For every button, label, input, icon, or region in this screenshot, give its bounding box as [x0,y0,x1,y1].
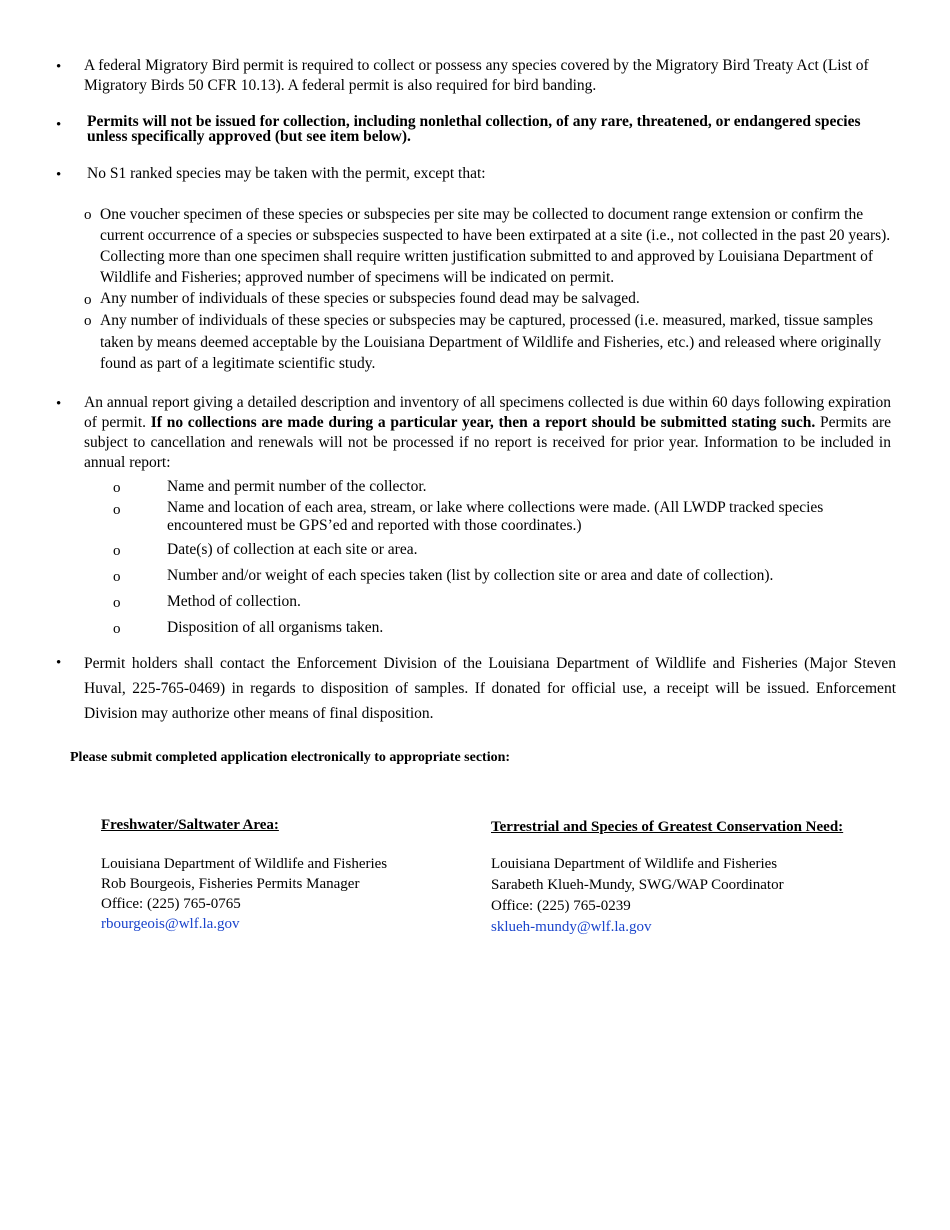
report-item: Method of collection. [167,593,301,610]
freshwater-heading: Freshwater/Saltwater Area: [101,817,279,833]
annual-report-text: An annual report giving a detailed description and inventory of all specimens collected is due within 60 days following expiration of permit. [84,394,891,431]
freshwater-office: Office: (225) 765-0765 [101,896,241,912]
sub-bullet-marker: o [113,543,121,559]
report-item: Number and/or weight of each species taken (list by collection site or area and date of collection). [167,567,774,584]
sub-bullet-marker: o [113,595,121,611]
report-item: Name and permit number of the collector. [167,478,427,495]
enforcement-paragraph: Permit holders shall contact the Enforcement Division of the Louisiana Department of Wildlife and Fisheries (Major Steven Huval, 225-765-0469) in regards to disposition of samples. If donated for official use, a receipt will be issued. Enforcement Division may authorize other means of final disposition. [84,655,896,722]
terrestrial-heading: Terrestrial and Species of Greatest Conservation Need: [491,819,844,835]
bullet-marker: • [56,396,62,412]
annual-report-text-cont: Permits are subject to cancellation and renewals will not be processed if no report is received for prior year. Information to be included in annual report: [84,414,891,471]
terrestrial-contact-block [491,817,843,937]
bullet-marker: • [56,167,62,183]
freshwater-contact-block [101,815,387,934]
terrestrial-person: Sarabeth Klueh-Mundy, SWG/WAP Coordinator [491,877,784,893]
sub-bullet-marker: o [113,502,121,518]
terrestrial-email-link[interactable]: sklueh-mundy@wlf.la.gov [491,919,652,935]
exception-item: Any number of individuals of these species or subspecies found dead may be salvaged. [100,290,640,307]
exception-item: One voucher specimen of these species or subspecies per site may be collected to document range extension or confirm the current occurrence of a species or subspecies suspected to have been extirpated at a site (i.e., not collected in the past 20 years). Collecting more than one specimen shall require written justification submitted to and approved by Louisiana Department of Wildlife and Fisheries; approved number of specimens will be indicated on permit. [100,206,891,286]
s1-species-paragraph: No S1 ranked species may be taken with the permit, except that: [87,165,486,182]
freshwater-org: Louisiana Department of Wildlife and Fisheries [101,856,388,872]
migratory-bird-paragraph: A federal Migratory Bird permit is required to collect or possess any species covered by the Migratory Bird Treaty Act (List of Migratory Birds 50 CFR 10.13). A federal permit is also required for bird banding. [84,57,869,94]
submit-instruction: Please submit completed application electronically to appropriate section: [70,750,511,765]
report-item: Date(s) of collection at each site or area. [167,541,418,558]
freshwater-email-link[interactable]: rbourgeois@wlf.la.gov [101,916,240,932]
sub-bullet-marker: o [113,480,121,496]
report-item: Name and location of each area, stream, or lake where collections were made. (All LWDP tracked species encountered must be GPS’ed and reported with those coordinates.) [167,499,824,534]
sub-bullet-marker: o [84,292,92,308]
sub-bullet-marker: o [84,313,92,329]
annual-report-paragraph [84,393,891,473]
bullet-marker: • [56,117,62,133]
permit-restriction-paragraph: Permits will not be issued for collection, including nonlethal collection, of any rare, threatened, or endangered species unless specifically approved (but see item below). [87,113,861,145]
exception-item: Any number of individuals of these species or subspecies may be captured, processed (i.e. measured, marked, tissue samples taken by means deemed acceptable by the Louisiana Department of Wildlife and Fisheries, etc.) and released where originally found as part of a legitimate scientific study. [100,312,882,372]
annual-report-bold-note: If no collections are made during a particular year, then a report should be submitted stating such. [150,414,816,431]
report-item: Disposition of all organisms taken. [167,619,384,636]
freshwater-person: Rob Bourgeois, Fisheries Permits Manager [101,876,360,892]
bullet-marker: • [56,655,62,671]
terrestrial-office: Office: (225) 765-0239 [491,898,631,914]
bullet-marker: • [56,59,62,75]
sub-bullet-marker: o [113,621,121,637]
sub-bullet-marker: o [84,207,92,223]
sub-bullet-marker: o [113,569,121,585]
terrestrial-org: Louisiana Department of Wildlife and Fisheries [491,856,778,872]
